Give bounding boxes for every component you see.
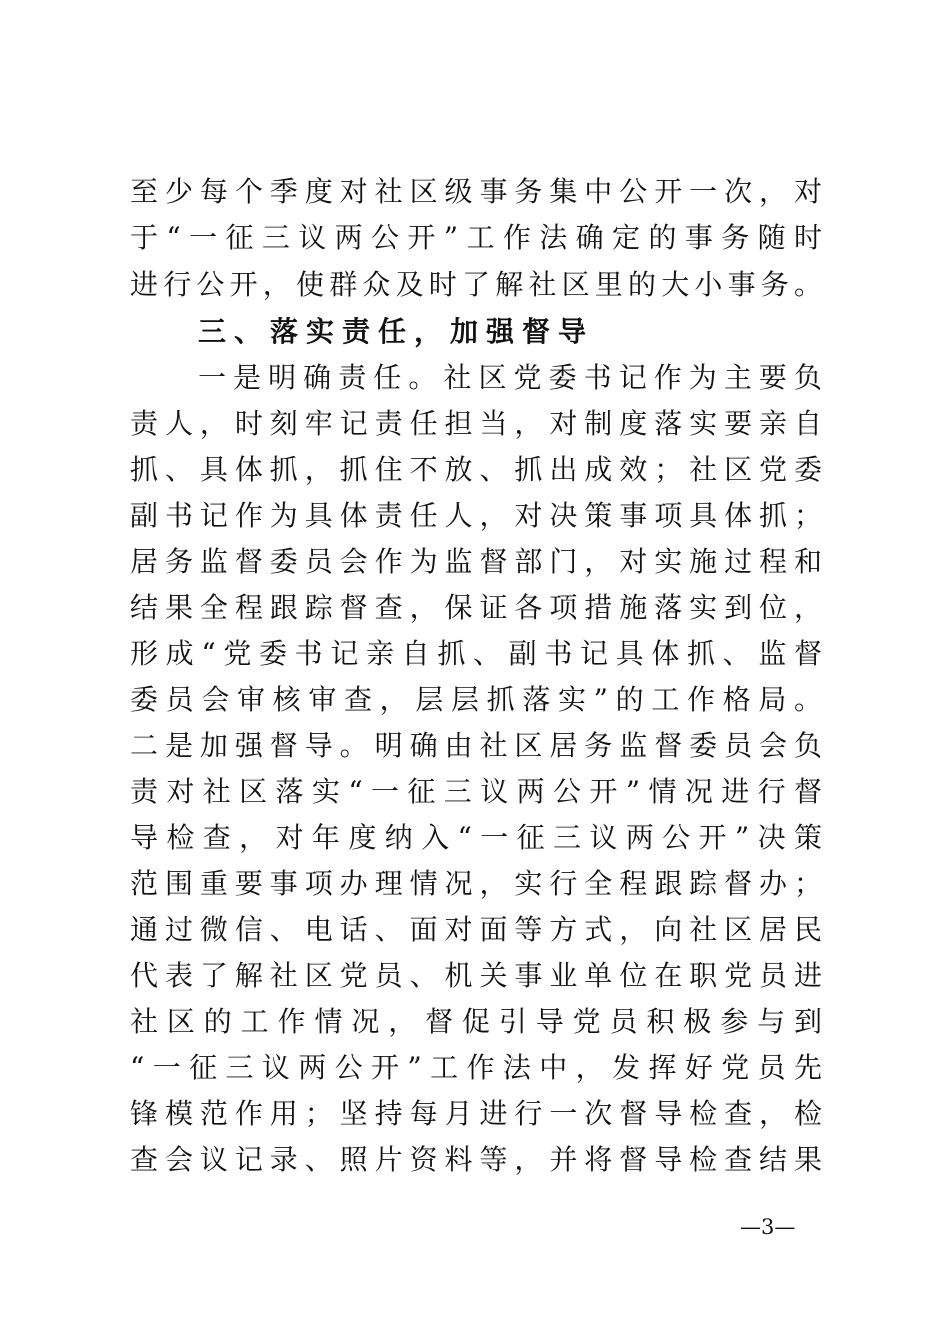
body-text-line: 责人，时刻牢记责任担当，对制度落实要亲自 xyxy=(130,407,822,440)
body-text-line: 导检查，对年度纳入“一征三议两公开”决策 xyxy=(130,821,822,854)
body-text-line: 通过微信、电话、面对面等方式，向社区居民 xyxy=(130,913,822,946)
page-number: —3— xyxy=(740,1215,796,1239)
body-text-line: 查会议记录、照片资料等，并将督导检查结果 xyxy=(130,1143,822,1176)
body-text-line: 一是明确责任。社区党委书记作为主要负 xyxy=(198,361,822,394)
section-heading: 三、落实责任，加强督导 xyxy=(198,315,595,348)
body-text-line: 委员会审核审查，层层抓落实”的工作格局。 xyxy=(130,683,822,716)
body-text-line: 锋模范作用；坚持每月进行一次督导检查，检 xyxy=(130,1097,822,1130)
body-text-line: “一征三议两公开”工作法中，发挥好党员先 xyxy=(130,1051,822,1084)
body-text-line: 结果全程跟踪督查，保证各项措施落实到位， xyxy=(130,591,822,624)
body-text-line: 二是加强督导。明确由社区居务监督委员会负 xyxy=(130,729,822,762)
body-text-line: 社区的工作情况，督促引导党员积极参与到 xyxy=(130,1005,822,1038)
body-text-line: 责对社区落实“一征三议两公开”情况进行督 xyxy=(130,775,822,808)
body-text-line: 形成“党委书记亲自抓、副书记具体抓、监督 xyxy=(130,637,822,670)
body-text-line: 代表了解社区党员、机关事业单位在职党员进 xyxy=(130,959,822,992)
body-text-line: 副书记作为具体责任人，对决策事项具体抓； xyxy=(130,499,822,532)
body-text-line: 于“一征三议两公开”工作法确定的事务随时 xyxy=(130,221,822,254)
body-text-line: 居务监督委员会作为监督部门，对实施过程和 xyxy=(130,545,822,578)
body-text-line: 范围重要事项办理情况，实行全程跟踪督办； xyxy=(130,867,822,900)
body-text-line: 进行公开，使群众及时了解社区里的大小事务。 xyxy=(130,268,822,301)
body-text-line: 至少每个季度对社区级事务集中公开一次，对 xyxy=(130,175,822,208)
body-text-line: 抓、具体抓，抓住不放、抓出成效；社区党委 xyxy=(130,453,822,486)
